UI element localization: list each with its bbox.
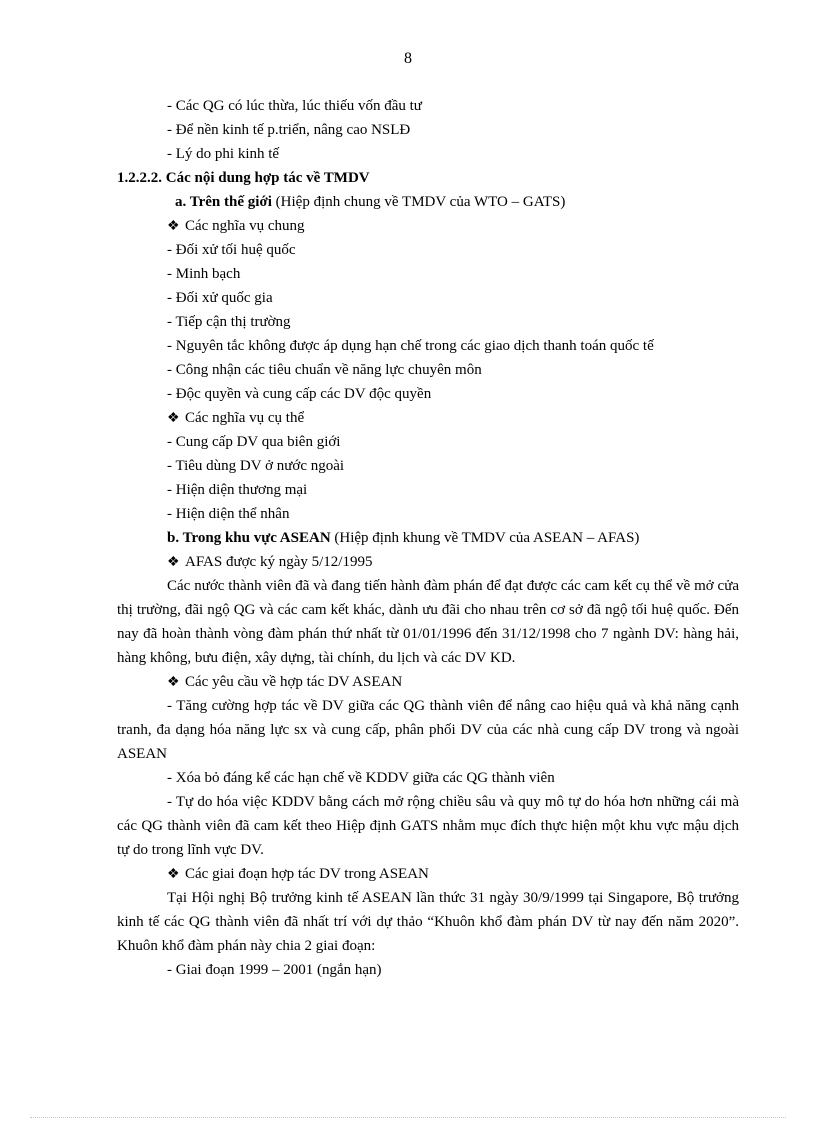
list-item: - Cung cấp DV qua biên giới bbox=[167, 434, 341, 450]
bullet-label: Các yêu cầu về hợp tác DV ASEAN bbox=[185, 674, 403, 690]
document-body bbox=[117, 94, 739, 982]
requirement-item: - Tự do hóa việc KDDV bằng cách mở rộng chiều sâu và quy mô tự do hóa hơn những cái mà các QG thành viên đã cam kết theo Hiệp định GATS nhằm mục đích thực hiện một khu vực mậu dịch tự do trong lĩnh vực DV. bbox=[117, 794, 739, 858]
list-item: - Minh bạch bbox=[167, 266, 241, 282]
section-heading: 1.2.2.2. Các nội dung hợp tác về TMDV bbox=[117, 170, 370, 186]
page-number: 8 bbox=[404, 50, 412, 67]
subsection-b-heading bbox=[117, 526, 739, 550]
bullet-specific-obligations bbox=[117, 406, 739, 430]
list-item: - Công nhận các tiêu chuẩn về năng lực chuyên môn bbox=[167, 362, 482, 378]
stages-paragraph: Tại Hội nghị Bộ trưởng kinh tế ASEAN lần thức 31 ngày 30/9/1999 tại Singapore, Bộ trưởng kinh tế các QG thành viên đã nhất trí với dự thảo “Khuôn khổ đàm phán DV từ nay đến năm 2020”. Khuôn khổ đàm phán này chia 2 giai đoạn: bbox=[117, 890, 739, 954]
subsection-b-label: b. Trong khu vực ASEAN bbox=[167, 530, 331, 546]
list-item: - Để nền kinh tế p.triển, nâng cao NSLĐ bbox=[167, 122, 411, 138]
bullet-label: Các nghĩa vụ chung bbox=[185, 218, 305, 234]
list-item: - Đối xử quốc gia bbox=[167, 290, 273, 306]
diamond-bullet-icon: ❖ bbox=[167, 867, 180, 882]
list-item: - Nguyên tắc không được áp dụng hạn chế trong các giao dịch thanh toán quốc tế bbox=[167, 338, 654, 354]
subsection-a-heading bbox=[117, 190, 739, 214]
list-item: - Lý do phi kinh tế bbox=[167, 146, 280, 162]
diamond-bullet-icon: ❖ bbox=[167, 219, 180, 234]
subsection-a-label: a. Trên thế giới bbox=[175, 194, 272, 210]
list-item: - Hiện diện thể nhân bbox=[167, 506, 290, 522]
subsection-a-note: (Hiệp định chung về TMDV của WTO – GATS) bbox=[271, 194, 566, 210]
bullet-label: AFAS được ký ngày 5/12/1995 bbox=[185, 554, 373, 570]
requirement-item: - Tăng cường hợp tác về DV giữa các QG thành viên để nâng cao hiệu quả và khả năng cạnh tranh, đa dạng hóa năng lực sx và cung cấp, phân phối DV của các nhà cung cấp DV trong và ngoài ASEAN bbox=[117, 698, 739, 762]
list-item: - Tiếp cận thị trường bbox=[167, 314, 291, 330]
diamond-bullet-icon: ❖ bbox=[167, 675, 180, 690]
bullet-afas bbox=[117, 550, 739, 574]
bullet-stages bbox=[117, 862, 739, 886]
afas-paragraph: Các nước thành viên đã và đang tiến hành đàm phán để đạt được các cam kết cụ thể về mở cửa thị trường, đãi ngộ QG và các cam kết khác, dành ưu đãi cho nhau trên cơ sở đã ngộ tối huệ quốc. Đến nay đã hoàn thành vòng đàm phán thứ nhất từ 01/01/1996 đến 31/12/1998 cho 7 ngành DV: hàng hải, hàng không, bưu điện, xây dựng, tài chính, du lịch và các DV KD. bbox=[117, 578, 739, 666]
subsection-b-note: (Hiệp định khung về TMDV của ASEAN – AFAS) bbox=[330, 530, 640, 546]
list-item: - Độc quyền và cung cấp các DV độc quyền bbox=[167, 386, 432, 402]
list-item: - Giai đoạn 1999 – 2001 (ngắn hạn) bbox=[167, 962, 382, 978]
list-item: - Tiêu dùng DV ở nước ngoài bbox=[167, 458, 345, 474]
list-item: - Hiện diện thương mại bbox=[167, 482, 308, 498]
bullet-requirements bbox=[117, 670, 739, 694]
bullet-label: Các nghĩa vụ cụ thể bbox=[185, 410, 305, 426]
diamond-bullet-icon: ❖ bbox=[167, 411, 180, 426]
footer-divider bbox=[30, 1117, 786, 1118]
requirement-item: - Xóa bỏ đáng kể các hạn chế về KDDV giữa các QG thành viên bbox=[167, 770, 555, 786]
bullet-general-obligations bbox=[117, 214, 739, 238]
list-item: - Các QG có lúc thừa, lúc thiếu vốn đầu tư bbox=[167, 98, 422, 114]
list-item: - Đối xử tối huệ quốc bbox=[167, 242, 296, 258]
bullet-label: Các giai đoạn hợp tác DV trong ASEAN bbox=[185, 866, 429, 882]
diamond-bullet-icon: ❖ bbox=[167, 555, 180, 570]
